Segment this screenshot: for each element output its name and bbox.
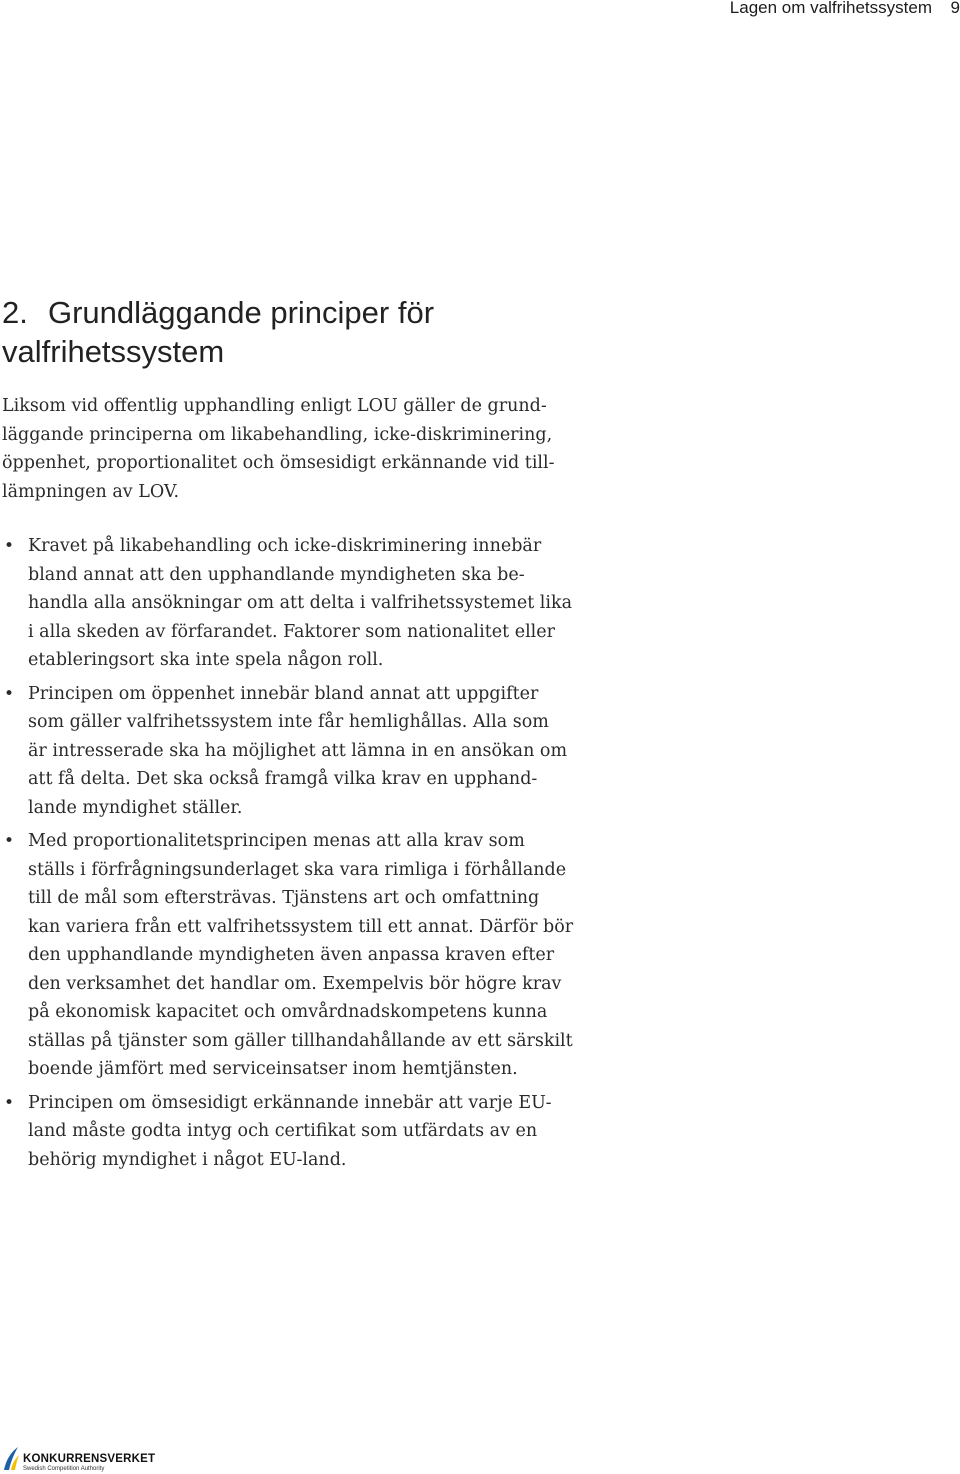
logo-name: KONKURRENSVERKET (23, 1452, 156, 1465)
list-line: som gäller valfrihetssystem inte får hemlighållas. Alla som (28, 712, 549, 732)
list-line: behörig myndighet i något EU-land. (28, 1149, 347, 1170)
list-item-transparency (0, 680, 620, 823)
bullet-icon: • (4, 536, 15, 556)
list-line: till de mål som eftersträvas. Tjänstens art och omfattning (28, 888, 540, 908)
intro-line: Liksom vid offentlig upphandling enligt LOU gäller de grund- (2, 396, 547, 416)
list-line: Principen om ömsesidigt erkännande innebär att varje EU- (28, 1092, 552, 1113)
list-line: i alla skeden av förfarandet. Faktorer som nationalitet eller (28, 621, 555, 642)
list-line: ställas på tjänster som gäller tillhandahållande av ett särskilt (28, 1030, 573, 1051)
list-line: Principen om öppenhet innebär bland annat att uppgifter (28, 683, 539, 704)
intro-line: läggande principerna om likabehandling, icke-diskriminering, (2, 424, 553, 445)
list-item-proportionality (0, 827, 620, 1084)
intro-line: lämpningen av LOV. (2, 481, 180, 502)
bullet-icon: • (4, 1092, 15, 1113)
chapter-title-line-1: Grundläggande principer för (48, 295, 435, 330)
logo-swoosh-icon (2, 1446, 20, 1472)
list-line: på ekonomisk kapacitet och omvårdnadskompetens kunna (28, 1002, 548, 1022)
list-item-equal-treatment (0, 532, 620, 675)
bullet-icon: • (4, 683, 15, 704)
running-header (730, 0, 960, 18)
chapter-title-line-2: valfrihetssystem (2, 334, 225, 369)
running-title: Lagen om valfrihetssystem (729, 0, 932, 17)
list-line: land måste godta intyg och certifikat som utfärdats av en (28, 1121, 538, 1141)
list-line: handla alla ansökningar om att delta i valfrihetssystemet lika (28, 593, 573, 613)
list-line: den verksamhet det handlar om. Exempelvis bör högre krav (28, 973, 562, 994)
list-item-mutual-recognition (0, 1089, 620, 1175)
list-line: den upphandlande myndigheten även anpassa kraven efter (28, 945, 555, 965)
list-line: lande myndighet ställer. (28, 797, 243, 818)
list-line: är intresserade ska ha möjlighet att lämna in en ansökan om (28, 740, 568, 761)
list-line: etableringsort ska inte spela någon roll. (28, 650, 384, 670)
bullet-icon: • (4, 831, 15, 851)
list-line: Med proportionalitetsprincipen menas att alla krav som (28, 831, 525, 851)
konkurrensverket-logo (2, 1446, 155, 1472)
page-number: 9 (950, 0, 960, 17)
intro-paragraph (2, 392, 602, 506)
list-line: boende jämfört med serviceinsatser inom hemtjänsten. (28, 1059, 518, 1079)
list-line: att få delta. Det ska också framgå vilka krav en upphand- (28, 769, 538, 789)
list-line: ställs i förfrågningsunderlaget ska vara rimliga i förhållande (28, 859, 567, 880)
chapter-title (2, 293, 434, 371)
logo-tagline: Swedish Competition Authority (23, 1466, 105, 1472)
intro-line: öppenhet, proportionalitet och ömsesidigt erkännande vid till- (2, 453, 555, 473)
list-line: kan variera från ett valfrihetssystem till ett annat. Därför bör (28, 916, 574, 937)
list-line: Kravet på likabehandling och icke-diskriminering innebär (28, 536, 542, 556)
chapter-number: 2. (2, 295, 28, 330)
principles-list (0, 532, 620, 1179)
list-line: bland annat att den upphandlande myndigheten ska be- (28, 564, 525, 585)
